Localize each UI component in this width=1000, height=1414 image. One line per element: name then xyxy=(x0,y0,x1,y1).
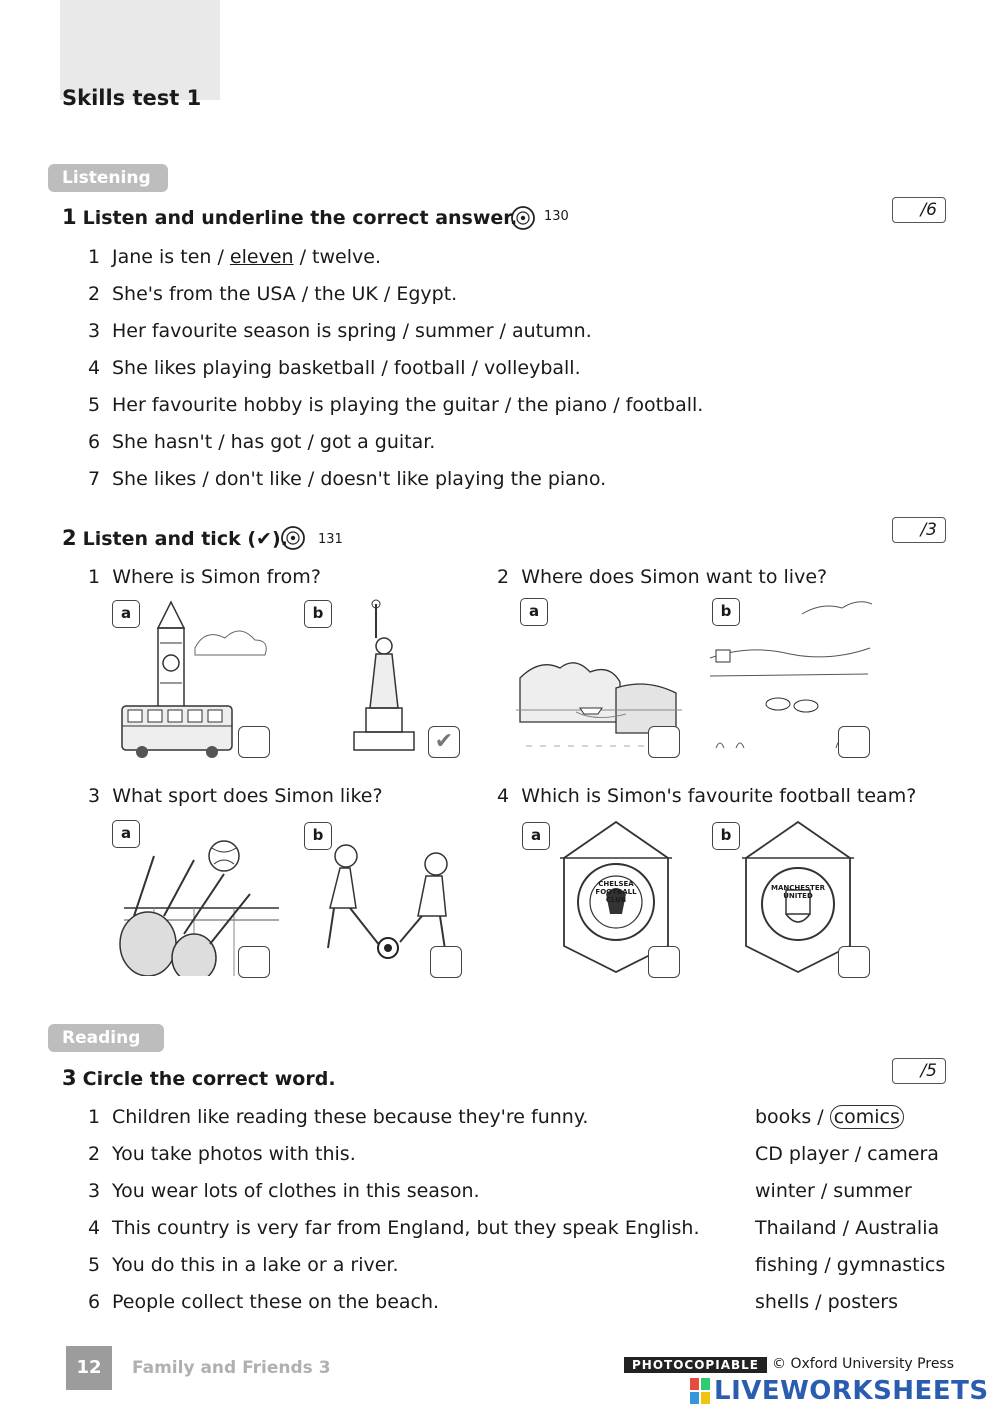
q2-4-a-tick-box[interactable] xyxy=(648,946,680,978)
q2-1-a-tick-box[interactable] xyxy=(238,726,270,758)
q1-answer-option[interactable]: basketball xyxy=(278,357,376,379)
page-number: 12 xyxy=(66,1346,112,1390)
q3-answer-choices xyxy=(755,1217,939,1239)
q2-question-4 xyxy=(497,785,916,807)
q3-answer-choices xyxy=(755,1291,898,1313)
q3-answer-option[interactable]: fishing xyxy=(755,1254,819,1276)
q1-item-number: 4 xyxy=(88,357,101,379)
q3-answer-choices xyxy=(755,1143,939,1165)
q2-4-option-a-label: a xyxy=(522,822,550,850)
q1-item xyxy=(88,246,381,268)
option-separator: / xyxy=(836,1217,856,1239)
q1-item-text-end: playing the piano. xyxy=(428,468,607,490)
option-separator: / xyxy=(301,468,321,490)
q2-3-option-a-label: a xyxy=(112,820,140,848)
q3-instruction: Circle the correct word. xyxy=(82,1068,336,1090)
q3-number: 3 xyxy=(62,1066,77,1090)
q3-item-number: 3 xyxy=(88,1180,101,1202)
q2-3-a-tick-box[interactable] xyxy=(238,946,270,978)
q1-answer-option[interactable]: football xyxy=(625,394,698,416)
q1-item-number: 6 xyxy=(88,431,101,453)
q3-item-number: 6 xyxy=(88,1291,101,1313)
q2-3-b-tick-box[interactable] xyxy=(430,946,462,978)
q2-number: 2 xyxy=(62,526,77,550)
statue-of-liberty-picture xyxy=(340,598,430,758)
q2-question-4-text: Which is Simon's favourite football team? xyxy=(521,785,917,807)
option-separator: / xyxy=(848,1143,868,1165)
q2-instruction: Listen and tick (✔). xyxy=(82,528,288,550)
q3-item-number: 1 xyxy=(88,1106,101,1128)
q1-answer-option[interactable]: autumn xyxy=(512,320,586,342)
publisher: © Oxford University Press xyxy=(772,1356,955,1372)
q3-answer-choices xyxy=(755,1254,945,1276)
q3-answer-option[interactable]: CD player xyxy=(755,1143,849,1165)
liveworksheets-watermark[interactable]: LIVEWORKSHEETS xyxy=(714,1376,989,1406)
q3-answer-option[interactable]: books xyxy=(755,1106,812,1128)
q1-answer-option[interactable]: the piano xyxy=(517,394,608,416)
q1-answer-option[interactable]: ten xyxy=(180,246,212,268)
q1-answer-option[interactable]: has got xyxy=(230,431,302,453)
q3-answer-choices xyxy=(755,1180,912,1202)
q2-2-b-tick-box[interactable] xyxy=(838,726,870,758)
q1-item-text: She xyxy=(112,431,154,453)
q2-question-1-number: 1 xyxy=(88,566,101,588)
q1-item-number: 3 xyxy=(88,320,101,342)
q2-1-option-b-label: b xyxy=(304,600,332,628)
option-separator: / xyxy=(811,1106,830,1128)
book-title: Family and Friends 3 xyxy=(132,1358,331,1378)
q1-item-text-end: . xyxy=(574,357,581,379)
q2-question-4-number: 4 xyxy=(497,785,510,807)
q1-item-text: She likes playing xyxy=(112,357,278,379)
q1-item-number: 5 xyxy=(88,394,101,416)
q1-answer-option[interactable]: the USA xyxy=(219,283,296,305)
q2-question-1 xyxy=(88,566,321,588)
photocopiable-badge: PHOTOCOPIABLE xyxy=(624,1357,767,1373)
q2-4-option-b-label: b xyxy=(712,822,740,850)
option-separator: / xyxy=(211,246,230,268)
q1-answer-option[interactable]: football xyxy=(393,357,466,379)
option-separator: / xyxy=(396,320,416,342)
q1-item xyxy=(88,320,592,342)
q3-item-text: This country is very far from England, but they speak English. xyxy=(112,1217,700,1239)
option-separator: / xyxy=(809,1291,828,1313)
q2-3-option-b-label: b xyxy=(304,822,332,850)
q1-answer-option[interactable]: eleven xyxy=(229,246,294,268)
q1-item xyxy=(88,394,703,416)
option-separator: / xyxy=(498,394,518,416)
q3-item-text: People collect these on the beach. xyxy=(112,1291,440,1313)
q3-heading xyxy=(62,1066,336,1090)
q1-item-text-end: . xyxy=(374,246,381,268)
q3-item xyxy=(88,1106,588,1128)
q3-item-number: 5 xyxy=(88,1254,101,1276)
top-shade xyxy=(60,0,220,100)
q3-answer-choices xyxy=(755,1106,904,1128)
q1-answer-option[interactable]: Egypt xyxy=(396,283,452,305)
option-separator: / xyxy=(375,357,394,379)
q1-item xyxy=(88,431,435,453)
q3-answer-option[interactable]: winter xyxy=(755,1180,815,1202)
q1-score-box[interactable]: /6 xyxy=(892,197,946,223)
tick-mark-icon: ✔ xyxy=(434,729,454,754)
q3-answer-option[interactable]: Australia xyxy=(855,1217,940,1239)
q2-question-2 xyxy=(497,566,827,588)
q2-question-3 xyxy=(88,785,383,807)
q3-answer-option[interactable]: summer xyxy=(833,1180,912,1202)
option-separator: / xyxy=(293,246,313,268)
option-separator: / xyxy=(212,431,231,453)
q3-item xyxy=(88,1143,356,1165)
q1-item-number: 1 xyxy=(88,246,101,268)
q1-item-text: She xyxy=(112,468,154,490)
cd-icon[interactable] xyxy=(280,525,306,555)
option-separator: / xyxy=(295,283,315,305)
liveworksheets-logo-icon xyxy=(690,1378,710,1404)
q2-question-3-number: 3 xyxy=(88,785,101,807)
q2-question-1-text: Where is Simon from? xyxy=(112,566,321,588)
q2-heading xyxy=(62,526,288,550)
cd-icon[interactable] xyxy=(510,205,536,235)
q1-item-text: Her favourite hobby is playing xyxy=(112,394,406,416)
q2-2-option-a-label: a xyxy=(520,598,548,626)
q1-item-text-end: . xyxy=(585,320,592,342)
q3-item-text: You wear lots of clothes in this season. xyxy=(112,1180,480,1202)
q1-item-text: She's from xyxy=(112,283,220,305)
section-label-listening: Listening xyxy=(48,164,168,192)
q2-question-2-text: Where does Simon want to live? xyxy=(521,566,828,588)
q2-2-a-tick-box[interactable] xyxy=(648,726,680,758)
q3-item-text: Children like reading these because they're funny. xyxy=(112,1106,589,1128)
q3-answer-option[interactable]: camera xyxy=(867,1143,939,1165)
q3-item-text: You do this in a lake or a river. xyxy=(112,1254,399,1276)
option-separator: / xyxy=(493,320,512,342)
q3-item-number: 4 xyxy=(88,1217,101,1239)
q2-2-option-b-label: b xyxy=(712,598,740,626)
q1-answer-option[interactable]: hasn't xyxy=(153,431,213,453)
q3-score-box[interactable]: /5 xyxy=(892,1058,946,1084)
q2-score-box[interactable]: /3 xyxy=(892,517,946,543)
q1-answer-option[interactable]: twelve xyxy=(312,246,375,268)
q1-answer-option[interactable]: don't like xyxy=(214,468,302,490)
q1-answer-option[interactable]: the UK xyxy=(314,283,378,305)
q1-track: 130 xyxy=(544,209,569,224)
page-title: Skills test 1 xyxy=(62,86,202,110)
option-separator: / xyxy=(814,1180,834,1202)
q1-item-number: 2 xyxy=(88,283,101,305)
q1-item xyxy=(88,357,581,379)
q3-item-text: You take photos with this. xyxy=(112,1143,356,1165)
q1-answer-option[interactable]: the guitar xyxy=(405,394,499,416)
q3-item xyxy=(88,1291,439,1313)
q1-instruction: Listen and underline the correct answer. xyxy=(82,207,518,229)
q1-answer-option[interactable]: volleyball xyxy=(483,357,575,379)
q1-item xyxy=(88,468,606,490)
q1-answer-option[interactable]: likes xyxy=(153,468,197,490)
q3-answer-option[interactable]: gymnastics xyxy=(836,1254,946,1276)
q1-item-text-end: a guitar. xyxy=(351,431,436,453)
q1-answer-option[interactable]: got xyxy=(319,431,352,453)
q3-item xyxy=(88,1217,700,1239)
q3-answer-option[interactable]: shells xyxy=(755,1291,810,1313)
q3-item xyxy=(88,1180,480,1202)
q1-item-text: Jane is xyxy=(112,246,181,268)
q1-item-text-end: . xyxy=(697,394,704,416)
chelsea-pennant-text: CHELSEA FOOTBALL CLUB xyxy=(595,880,637,904)
q2-question-3-text: What sport does Simon like? xyxy=(112,785,383,807)
option-separator: / xyxy=(196,468,215,490)
q3-answer-option[interactable]: posters xyxy=(827,1291,899,1313)
q2-track: 131 xyxy=(318,532,343,547)
q1-answer-option[interactable]: spring xyxy=(337,320,397,342)
section-label-reading: Reading xyxy=(48,1024,164,1052)
q3-answer-option[interactable]: comics xyxy=(830,1105,904,1129)
q1-answer-option[interactable]: summer xyxy=(415,320,494,342)
q3-answer-option[interactable]: Thailand xyxy=(755,1217,837,1239)
option-separator: / xyxy=(818,1254,837,1276)
q1-heading xyxy=(62,205,517,229)
q1-item xyxy=(88,283,457,305)
option-separator: / xyxy=(301,431,320,453)
q1-answer-option[interactable]: doesn't like xyxy=(320,468,429,490)
q1-item-text: Her favourite season is xyxy=(112,320,338,342)
q1-item-text-end: . xyxy=(451,283,458,305)
q1-item-number: 7 xyxy=(88,468,101,490)
q1-number: 1 xyxy=(62,205,77,229)
q2-question-2-number: 2 xyxy=(497,566,510,588)
q2-1-option-a-label: a xyxy=(112,600,140,628)
q2-1-b-tick-box[interactable] xyxy=(428,726,460,758)
option-separator: / xyxy=(465,357,484,379)
q3-item xyxy=(88,1254,399,1276)
option-separator: / xyxy=(377,283,397,305)
q3-item-number: 2 xyxy=(88,1143,101,1165)
q2-4-b-tick-box[interactable] xyxy=(838,946,870,978)
man-utd-pennant-text: MANCHESTER UNITED xyxy=(770,884,825,900)
option-separator: / xyxy=(607,394,626,416)
